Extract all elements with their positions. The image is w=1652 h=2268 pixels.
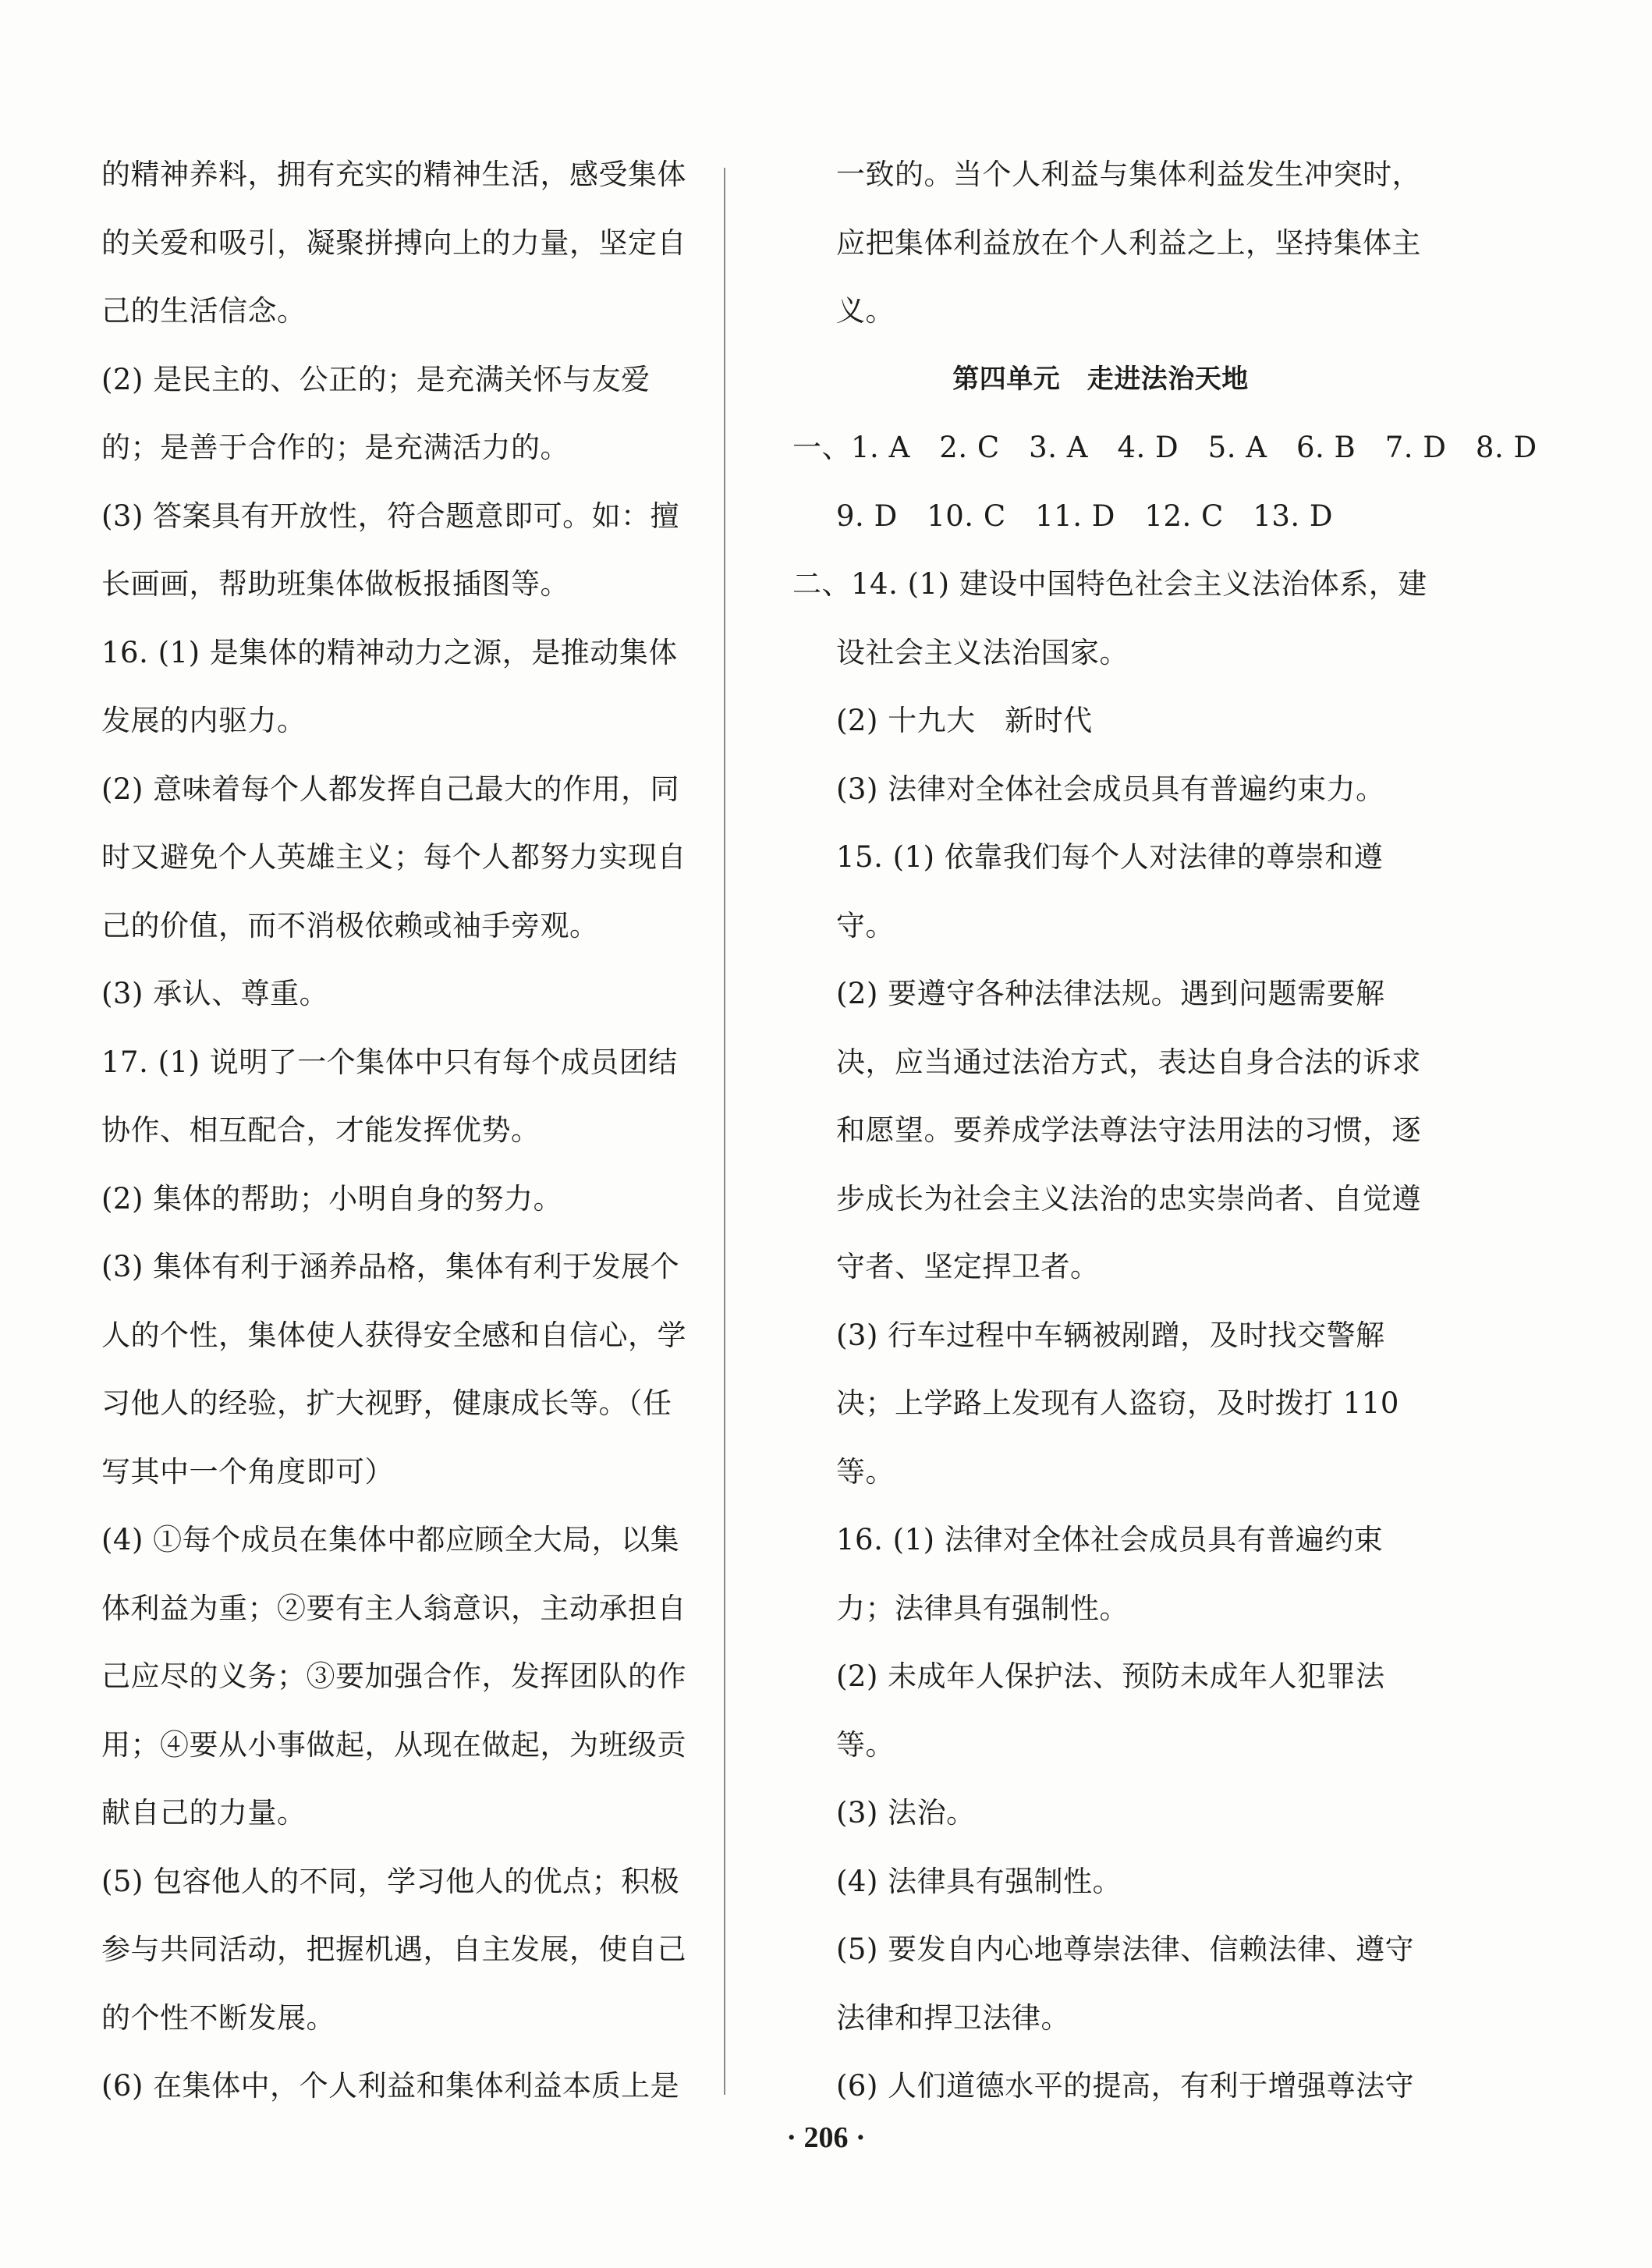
text-line: (2) 是民主的、公正的；是充满关怀与友爱 — [101, 362, 651, 396]
text-line: 9. D 10. C 11. D 12. C 13. D — [836, 499, 1334, 533]
text-line: (5) 包容他人的不同，学习他人的优点；积极 — [101, 1864, 680, 1898]
text-line: 协作、相互配合，才能发挥优势。 — [101, 1113, 541, 1147]
text-line: 写其中一个角度即可） — [101, 1454, 394, 1489]
text-line: 时又避免个人英雄主义；每个人都努力实现自 — [101, 840, 686, 874]
text-line: (4) ①每个成员在集体中都应顾全大局，以集 — [101, 1523, 680, 1556]
left-column — [101, 140, 686, 2121]
text-line: 的；是善于合作的；是充满活力的。 — [101, 431, 569, 464]
text-line: 的关爱和吸引，凝聚拼搏向上的力量，坚定自 — [101, 225, 686, 260]
text-line: 己的价值，而不消极依赖或袖手旁观。 — [101, 908, 599, 942]
text-line: (5) 要发自内心地尊崇法律、信赖法律、遵守 — [836, 1933, 1415, 1966]
text-line: (6) 在集体中，个人利益和集体利益本质上是 — [101, 2069, 680, 2103]
text-line: (2) 未成年人保护法、预防未成年人犯罪法 — [836, 1659, 1385, 1693]
text-line: (2) 集体的帮助；小明自身的努力。 — [101, 1181, 563, 1216]
text-line: 力；法律具有强制性。 — [836, 1591, 1129, 1625]
page-number: · 206 · — [786, 2121, 866, 2154]
text-line: 长画画，帮助班集体做板报插图等。 — [101, 567, 569, 601]
text-line: (6) 人们道德水平的提高，有利于增强尊法守 — [836, 2069, 1415, 2103]
text-line: 献自己的力量。 — [101, 1796, 307, 1830]
column-divider — [724, 168, 725, 2095]
text-line: (3) 行车过程中车辆被剐蹭，及时找交警解 — [836, 1318, 1385, 1352]
section-heading: 第四单元 走进法治天地 — [952, 363, 1249, 395]
text-line: (3) 答案具有开放性，符合题意即可。如：擅 — [101, 499, 680, 533]
text-line: 设社会主义法治国家。 — [836, 635, 1129, 669]
text-line: 16. (1) 是集体的精神动力之源，是推动集体 — [101, 635, 678, 669]
right-column — [792, 140, 1537, 2121]
text-line: 体利益为重；②要有主人翁意识，主动承担自 — [101, 1591, 686, 1625]
text-line: 守者、坚定捍卫者。 — [836, 1250, 1100, 1283]
text-line: (3) 法律对全体社会成员具有普遍约束力。 — [836, 772, 1385, 806]
text-line: 义。 — [836, 294, 895, 328]
text-line: (4) 法律具有强制性。 — [836, 1864, 1122, 1898]
text-line: 17. (1) 说明了一个集体中只有每个成员团结 — [101, 1045, 678, 1079]
text-line: 用；④要从小事做起，从现在做起，为班级贡 — [101, 1727, 686, 1762]
text-line: (2) 意味着每个人都发挥自己最大的作用，同 — [101, 772, 680, 806]
text-line: 等。 — [836, 1727, 895, 1762]
text-line: 的精神养料，拥有充实的精神生活，感受集体 — [101, 158, 686, 191]
text-line: 人的个性，集体使人获得安全感和自信心，学 — [101, 1318, 686, 1352]
text-line: (3) 承认、尊重。 — [101, 977, 329, 1010]
text-line: (3) 集体有利于涵养品格，集体有利于发展个 — [101, 1250, 680, 1283]
text-line: 己的生活信念。 — [101, 294, 307, 328]
text-line: 参与共同活动，把握机遇，自主发展，使自己 — [101, 1933, 686, 1966]
text-line: 发展的内驱力。 — [101, 704, 307, 737]
text-line: 守。 — [836, 908, 895, 942]
text-line: 己应尽的义务；③要加强合作，发挥团队的作 — [101, 1659, 686, 1693]
text-line: 等。 — [836, 1454, 895, 1489]
text-line: 决，应当通过法治方式，表达自身合法的诉求 — [836, 1045, 1421, 1079]
text-line: 决；上学路上发现有人盗窃，及时拨打 110 — [836, 1386, 1399, 1420]
text-line: 法律和捍卫法律。 — [836, 2000, 1070, 2035]
text-line: 习他人的经验，扩大视野，健康成长等。（任 — [101, 1386, 672, 1420]
text-line: 16. (1) 法律对全体社会成员具有普遍约束 — [836, 1523, 1384, 1556]
text-line: (2) 要遵守各种法律法规。遇到问题需要解 — [836, 977, 1385, 1010]
text-line: (2) 十九大 新时代 — [836, 704, 1093, 737]
text-line: (3) 法治。 — [836, 1796, 976, 1830]
text-line: 一致的。当个人利益与集体利益发生冲突时， — [836, 158, 1421, 191]
text-line: 应把集体利益放在个人利益之上，坚持集体主 — [836, 225, 1421, 260]
text-line: 的个性不断发展。 — [101, 2000, 335, 2035]
text-line: 二、14. (1) 建设中国特色社会主义法治体系，建 — [792, 567, 1427, 601]
text-line: 一、1. A 2. C 3. A 4. D 5. A 6. B 7. D 8. D — [792, 431, 1537, 464]
text-line: 和愿望。要养成学法尊法守法用法的习惯，逐 — [836, 1113, 1421, 1147]
text-line: 15. (1) 依靠我们每个人对法律的尊崇和遵 — [836, 840, 1384, 874]
text-line: 步成长为社会主义法治的忠实崇尚者、自觉遵 — [836, 1181, 1421, 1216]
